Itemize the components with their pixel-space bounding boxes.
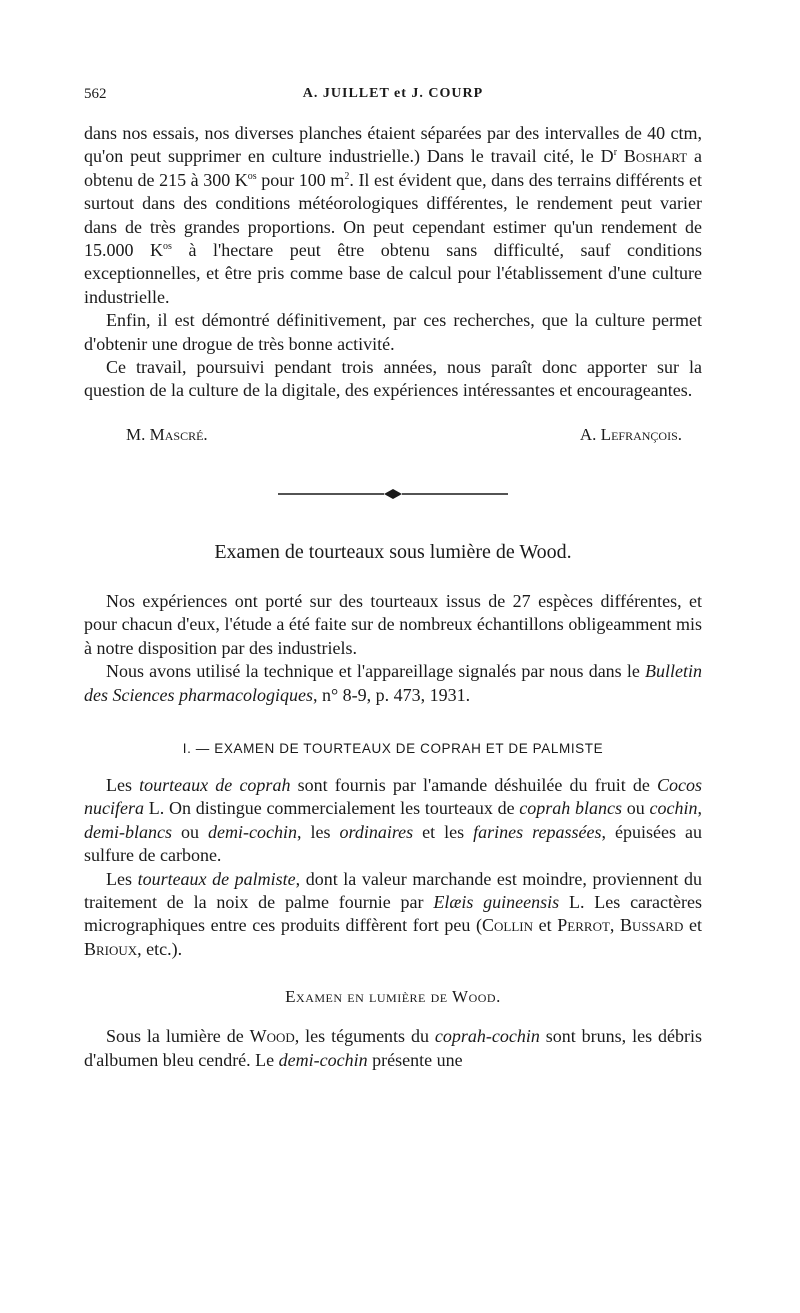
text-span: Les [106,774,140,795]
species-name: Cocos nucifera [84,774,702,819]
term: tourteaux de palmiste [137,868,296,889]
text-span: présente une [367,1049,463,1070]
page-number: 562 [84,86,107,102]
term: demi-blancs [84,821,172,842]
text-span: ou [622,798,650,819]
paragraph-intro-2 [84,660,702,707]
subsection-title: I. — EXAMEN DE TOURTEAUX DE COPRAH ET DE PALMISTE [182,740,604,756]
author-name: Perrot [557,915,610,936]
term: coprah-cochin [434,1026,540,1047]
author-name: Collin [482,915,533,936]
text-span: sont bruns, les débris d'albumen bleu cendré. Le [84,1026,702,1070]
term: ordinaires [339,821,414,842]
paragraph-yield [84,122,702,309]
text-span: , [609,915,621,936]
superscript: 2 [344,170,350,182]
section-title: Examen de tourteaux sous lumière de Wood. [214,540,572,563]
text-span: et [683,915,702,936]
header-authors: A. JUILLET et J. COURP [302,86,484,101]
author-name: Bussard [620,915,684,936]
running-header [84,86,702,108]
text-span: , [697,798,702,819]
paragraph-wood [84,1025,702,1072]
text-span: Les [106,868,138,889]
section-divider-ornament [278,487,508,501]
text-span: ou [171,821,208,842]
page [84,86,702,1072]
paragraph-palmiste [84,868,702,962]
text-span: sont fournis par l'amande déshuilée du fruit de [290,774,657,795]
paragraph-coprah [84,774,702,868]
signatures [84,425,702,449]
text-span: , n° 8-9, p. 473, 1931. [312,684,471,705]
text-span: dans nos essais, nos diverses planches étaient séparées par des intervalles de 40 ctm, qu'on peut supprimer en culture industrielle.) Dans le travail cité, le D [84,123,702,167]
text-span: , les [296,821,340,842]
text-span: Sous la lumière de [106,1026,250,1047]
term: demi-cochin [278,1049,368,1070]
paragraph-conclusion-2: Ce travail, poursuivi pendant trois années, nous paraît donc apporter sur la question de la culture de la digitale, des expériences intéressantes et encourageantes. [84,357,702,401]
text-span: L. On distingue commercialement les tourteaux de [144,798,520,819]
text-span: a obtenu de 215 à 300 K [84,146,703,190]
wood-heading: Examen en lumière de Wood. [285,987,501,1007]
text-span: et les [413,821,474,842]
text-span: , etc.). [137,938,183,959]
paragraph-intro-1: Nos expériences ont porté sur des tourteaux issus de 27 espèces différentes, et pour chacun d'eux, l'étude a été faite sur de nombreux échantillons obligeamment mis à notre disposition par des industriels. [84,590,702,658]
text-span: , dont la valeur marchande est moindre, proviennent du traitement de la noix de palme fournie par [84,868,702,912]
term: tourteaux de coprah [139,774,291,795]
journal-title: Bulletin des Sciences pharmacologiques [84,661,702,705]
term: demi-cochin [208,821,297,842]
signature-mascre: M. Mascré. [126,424,208,444]
species-name: Elæis guineensis [433,891,560,912]
term: cochin [649,798,698,819]
text-span: et [533,915,558,936]
author-name: Boshart [623,146,688,167]
author-name: Wood [249,1026,295,1047]
text-span: Nous avons utilisé la technique et l'appareillage signalés par nous dans le [106,661,645,682]
author-name: Brioux [84,938,138,959]
text-span: . Il est évident que, dans des terrains différents et surtout dans des conditions météorologiques différentes, le rendement peut varier dans de très grandes proportions. On peut cependant estimer qu'un rendement de 15.000 K [84,169,702,261]
paragraph-conclusion-1: Enfin, il est démontré définitivement, par ces recherches, que la culture permet d'obtenir une drogue de très bonne activité. [84,310,702,354]
text-span: , les téguments du [294,1026,435,1047]
term: farines repassées [473,821,602,842]
signature-lefrancois: A. Lefrançois. [579,424,682,444]
superscript: os [163,241,172,253]
term: coprah blancs [519,798,623,819]
text-span: L. Les caractères micrographiques entre ces produits diffèrent fort peu ( [84,891,702,936]
superscript: r [613,147,618,159]
text-span: pour 100 m [256,169,345,190]
text-span: , épuisées au sulfure de carbone. [84,821,702,866]
text-span: à l'hectare peut être obtenu sans difficulté, sauf conditions exceptionnelles, et être pris comme base de calcul pour l'établissement d'une culture industrielle. [84,240,702,307]
superscript: os [247,170,257,182]
